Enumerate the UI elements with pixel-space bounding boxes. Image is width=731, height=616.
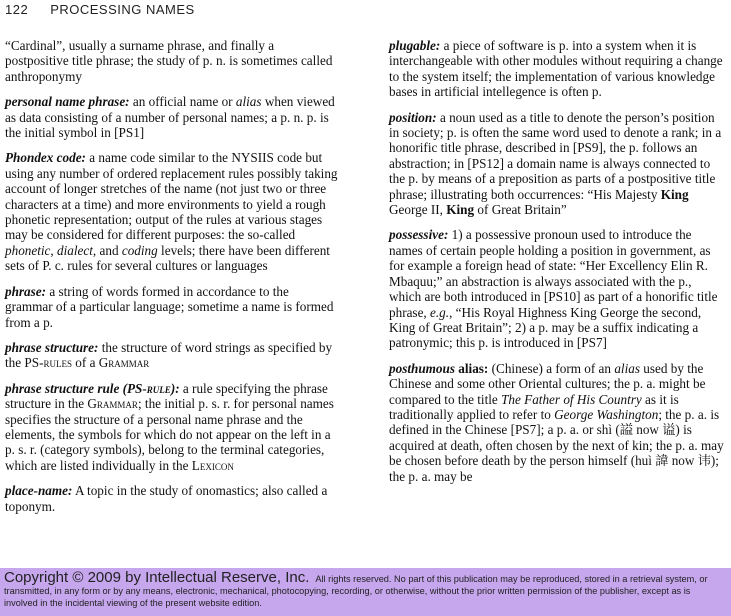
- page-number: 122: [5, 2, 29, 17]
- entry-term: place-name:: [5, 483, 73, 499]
- entry-possessive: possessive: 1) a possessive pronoun used to introduce the names of certain people holding a position in government, as for example a foreign head of state: “Her Excellency Elin R. Mbaquu;” an abstraction is always associated with the p., which are both introduced in [PS10] as part of a honorific title phrase, e.g., “His Royal Highness King George the second, King of Great Britain”; 2) a p. may be a suffix indicating a patronymic; this p. is introduced in [PS7]: [389, 227, 718, 351]
- entry-phrase: phrase: a string of words formed in accordance to the grammar of a particular language; sometime a name is formed from a p.: [5, 283, 334, 330]
- entry-posthumous-alias: posthumous alias: (Chinese) a form of an alias used by the Chinese and some other Oriental cultures; the p. a. might be compared to the title The Father of His Country as it is traditionally applied to refer to George Washington; the p. a. is defined in the Chinese [PS7]; a p. a. or shì (謚 now 谥) is acquired at death, often chosen by the next of kin; the p. a. may be chosen before death by the person himself (huì 諱 now 讳); the p. a. may be: [389, 360, 724, 484]
- entry-phrase-structure-rule: phrase structure rule (PS-rule): a rule specifying the phrase structure in the Grammar; the initial p. s. r. for personal names specifies the structure of a personal name phrase and the elements, the symbols for which do not appear on the left in a p. s. r. (category symbols), belong to the terminal categories, which are listed individually in the Lexicon: [5, 380, 334, 473]
- right-column: [389, 38, 725, 494]
- copyright-notice: Copyright © 2009 by Intellectual Reserve, Inc.: [4, 569, 310, 586]
- entry-term: Phondex code:: [5, 150, 86, 166]
- rights-statement: All rights reserved. No part of this publication may be reproduced, stored in a retrieval system, or transmitted, in any form or by any means, electronic, mechanical, photocopying, recording, or otherwise, without the prior written permission of the publisher, except as is involved in the incidental viewing of the present website edition.: [4, 574, 708, 609]
- entry-phondex-code: Phondex code: a name code similar to the NYSIIS code but using any number of ordered replacement rules possibly taking account of longer stretches of the name (not just two or three characters at a time) and more environments to yield a rough phonetic representation; output of the rules at various stages may be considered for different purposes: the so-called phonetic, dialect, and coding levels; there have been different sets of P. c. rules for several cultures or languages: [5, 150, 338, 274]
- entry-term: posthumous alias:: [389, 360, 489, 376]
- entry-plugable: plugable: a piece of software is p. into a system when it is interchangeable with other modules without requiring a change to the system itself; the implementation of various knowledge bases in artificial intellegence is often p.: [389, 38, 723, 100]
- entry-term: position:: [389, 109, 437, 125]
- entry-place-name: place-name: A topic in the study of onomastics; also called a toponym.: [5, 483, 328, 514]
- copyright-banner: [0, 568, 731, 616]
- entry-personal-name-phrase: personal name phrase: an official name or alias when viewed as data consisting of a number of personal names; a p. n. p. is the initial symbol in [PS1]: [5, 94, 335, 141]
- entry-term: phrase structure rule (PS-rule):: [5, 380, 180, 396]
- entry-term: possessive:: [389, 227, 449, 243]
- entry-term: personal name phrase:: [5, 94, 130, 110]
- left-column: [5, 38, 339, 524]
- running-title: PROCESSING NAMES: [50, 2, 195, 17]
- entry-position: position: a noun used as a title to denote the person’s position in society; p. is often the same word used to denote a rank; in a honorific title phrase, described in [PS9], the p. follows an abstraction; in [PS12] a domain name is always connected to the p. by means of a preposition as parts of a postpositive title phrase; illustrating both occurrences: “His Majesty King George II, King of Great Britain”: [389, 109, 722, 218]
- entry-term: phrase structure:: [5, 339, 99, 355]
- page-header: [5, 2, 195, 20]
- entry-continuation: “Cardinal”, usually a surname phrase, and finally a postpositive title phrase; the study of p. n. is sometimes called anthroponymy: [5, 38, 333, 84]
- entry-phrase-structure: phrase structure: the structure of word strings as specified by the PS-rules of a Grammar: [5, 339, 333, 371]
- entry-term: plugable:: [389, 38, 441, 53]
- entry-term: phrase:: [5, 283, 47, 299]
